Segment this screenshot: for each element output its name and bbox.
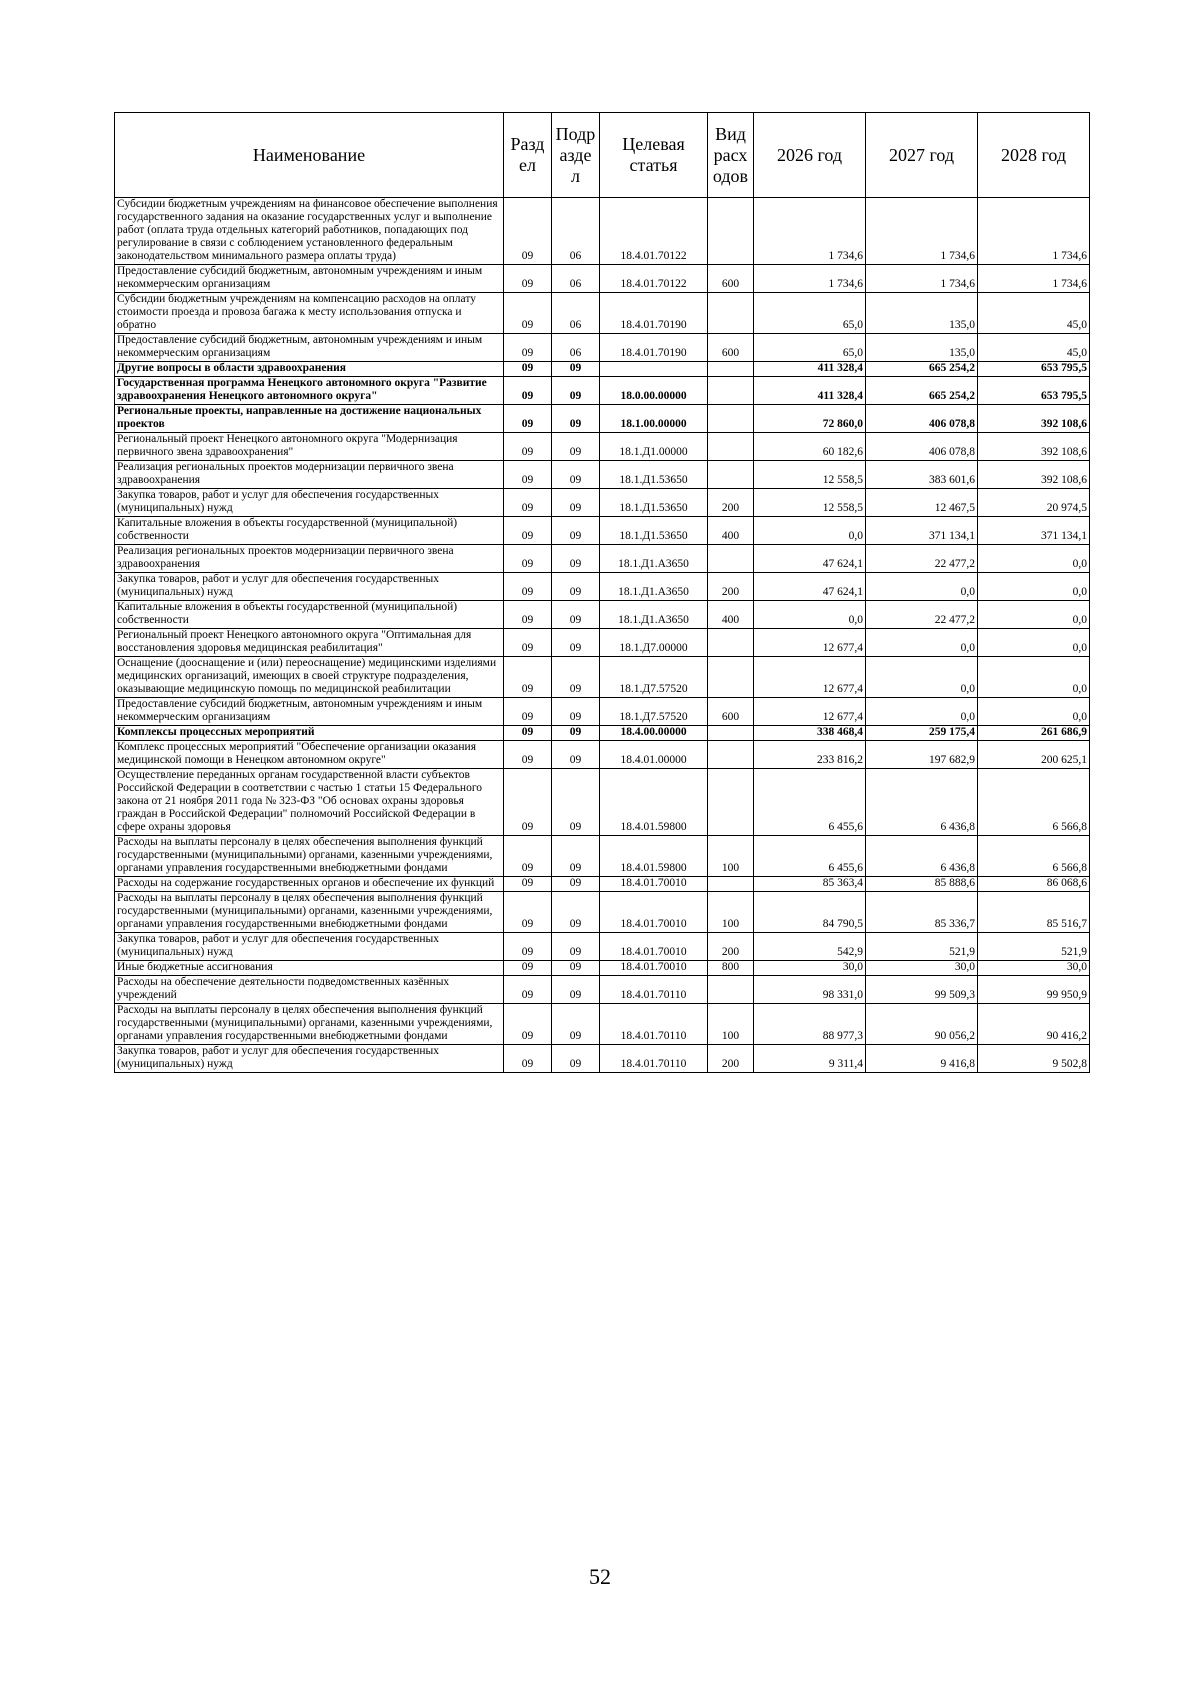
row-expense-type-cell bbox=[708, 545, 754, 573]
row-2027-cell: 85 888,6 bbox=[866, 877, 978, 892]
row-target-article-cell bbox=[600, 362, 708, 377]
row-subsection-cell: 09 bbox=[552, 433, 600, 461]
row-expense-type-cell: 600 bbox=[708, 265, 754, 293]
row-section-cell: 09 bbox=[504, 1004, 552, 1045]
row-expense-type-cell: 100 bbox=[708, 836, 754, 877]
row-section-cell: 09 bbox=[504, 892, 552, 933]
row-name-cell: Государственная программа Ненецкого автономного округа "Развитие здравоохранения Ненецкого автономного округа" bbox=[115, 377, 504, 405]
row-2028-cell: 45,0 bbox=[978, 293, 1090, 334]
row-name-cell: Осуществление переданных органам государственной власти субъектов Российской Федерации в соответствии с частью 1 статьи 15 Федерального закона от 21 ноября 2011 года № 323-ФЗ "Об основах охраны здоровья граждан в Российской Федерации" полномочий Российской Федерации в сфере охраны здоровья bbox=[115, 769, 504, 836]
row-expense-type-cell: 800 bbox=[708, 961, 754, 976]
row-name-cell: Закупка товаров, работ и услуг для обеспечения государственных (муниципальных) нужд bbox=[115, 933, 504, 961]
row-name-cell: Расходы на выплаты персоналу в целях обеспечения выполнения функций государственными (муниципальными) органами, казенными учреждениями, органами управления государственными внебюджетными фондами bbox=[115, 1004, 504, 1045]
row-2028-cell: 653 795,5 bbox=[978, 362, 1090, 377]
row-name-cell: Предоставление субсидий бюджетным, автономным учреждениям и иным некоммерческим организациям bbox=[115, 334, 504, 362]
table-row bbox=[115, 933, 1090, 961]
row-target-article-cell: 18.4.01.59800 bbox=[600, 769, 708, 836]
row-expense-type-cell bbox=[708, 741, 754, 769]
header-year-2028: 2028 год bbox=[978, 113, 1090, 198]
table-row bbox=[115, 198, 1090, 265]
row-2027-cell: 90 056,2 bbox=[866, 1004, 978, 1045]
row-2028-cell: 9 502,8 bbox=[978, 1045, 1090, 1073]
table-header-row bbox=[115, 113, 1090, 198]
row-subsection-cell: 09 bbox=[552, 629, 600, 657]
header-year-2026: 2026 год bbox=[754, 113, 866, 198]
row-subsection-cell: 06 bbox=[552, 334, 600, 362]
row-expense-type-cell: 100 bbox=[708, 892, 754, 933]
row-section-cell: 09 bbox=[504, 405, 552, 433]
row-subsection-cell: 09 bbox=[552, 698, 600, 726]
row-2027-cell: 406 078,8 bbox=[866, 405, 978, 433]
row-2028-cell: 45,0 bbox=[978, 334, 1090, 362]
row-expense-type-cell: 200 bbox=[708, 573, 754, 601]
row-2028-cell: 392 108,6 bbox=[978, 433, 1090, 461]
row-subsection-cell: 06 bbox=[552, 293, 600, 334]
row-name-cell: Комплекс процессных мероприятий "Обеспечение организации оказания медицинской помощи в Ненецком автономном округе" bbox=[115, 741, 504, 769]
row-section-cell: 09 bbox=[504, 334, 552, 362]
table-row bbox=[115, 892, 1090, 933]
row-subsection-cell: 06 bbox=[552, 265, 600, 293]
row-target-article-cell: 18.1.00.00000 bbox=[600, 405, 708, 433]
row-expense-type-cell bbox=[708, 461, 754, 489]
row-name-cell: Оснащение (дооснащение и (или) переоснащение) медицинскими изделиями медицинских организаций, имеющих в своей структуре подразделения, оказывающие медицинскую помощь по медицинской реабилитации bbox=[115, 657, 504, 698]
row-subsection-cell: 09 bbox=[552, 377, 600, 405]
row-target-article-cell: 18.4.01.00000 bbox=[600, 741, 708, 769]
header-subsection: Подр азде л bbox=[552, 113, 600, 198]
row-subsection-cell: 09 bbox=[552, 489, 600, 517]
budget-table bbox=[114, 112, 1090, 1073]
row-name-cell: Реализация региональных проектов модернизации первичного звена здравоохранения bbox=[115, 461, 504, 489]
row-2026-cell: 9 311,4 bbox=[754, 1045, 866, 1073]
table-row bbox=[115, 1045, 1090, 1073]
row-expense-type-cell bbox=[708, 362, 754, 377]
row-2027-cell: 665 254,2 bbox=[866, 377, 978, 405]
table-row bbox=[115, 836, 1090, 877]
row-name-cell: Закупка товаров, работ и услуг для обеспечения государственных (муниципальных) нужд bbox=[115, 573, 504, 601]
table-row bbox=[115, 657, 1090, 698]
table-row bbox=[115, 601, 1090, 629]
row-2028-cell: 85 516,7 bbox=[978, 892, 1090, 933]
row-target-article-cell: 18.1.Д1.А3650 bbox=[600, 573, 708, 601]
header-section: Разд ел bbox=[504, 113, 552, 198]
table-body bbox=[115, 198, 1090, 1073]
row-section-cell: 09 bbox=[504, 933, 552, 961]
row-2027-cell: 6 436,8 bbox=[866, 769, 978, 836]
row-2026-cell: 411 328,4 bbox=[754, 377, 866, 405]
row-target-article-cell: 18.0.00.00000 bbox=[600, 377, 708, 405]
row-section-cell: 09 bbox=[504, 601, 552, 629]
row-2027-cell: 1 734,6 bbox=[866, 265, 978, 293]
row-2028-cell: 20 974,5 bbox=[978, 489, 1090, 517]
row-section-cell: 09 bbox=[504, 377, 552, 405]
row-section-cell: 09 bbox=[504, 545, 552, 573]
row-name-cell: Капитальные вложения в объекты государственной (муниципальной) собственности bbox=[115, 601, 504, 629]
table-row bbox=[115, 362, 1090, 377]
row-name-cell: Капитальные вложения в объекты государственной (муниципальной) собственности bbox=[115, 517, 504, 545]
row-subsection-cell: 09 bbox=[552, 405, 600, 433]
row-target-article-cell: 18.1.Д1.А3650 bbox=[600, 601, 708, 629]
row-2028-cell: 0,0 bbox=[978, 601, 1090, 629]
row-expense-type-cell bbox=[708, 433, 754, 461]
row-expense-type-cell bbox=[708, 377, 754, 405]
row-section-cell: 09 bbox=[504, 741, 552, 769]
row-target-article-cell: 18.1.Д7.57520 bbox=[600, 657, 708, 698]
row-2028-cell: 392 108,6 bbox=[978, 461, 1090, 489]
row-2028-cell: 0,0 bbox=[978, 698, 1090, 726]
row-2027-cell: 1 734,6 bbox=[866, 198, 978, 265]
row-target-article-cell: 18.4.01.70122 bbox=[600, 265, 708, 293]
row-expense-type-cell: 400 bbox=[708, 601, 754, 629]
row-name-cell: Региональный проект Ненецкого автономного округа "Оптимальная для восстановления здоровья медицинская реабилитация" bbox=[115, 629, 504, 657]
row-target-article-cell: 18.4.00.00000 bbox=[600, 726, 708, 741]
row-expense-type-cell bbox=[708, 198, 754, 265]
row-2028-cell: 521,9 bbox=[978, 933, 1090, 961]
row-2026-cell: 233 816,2 bbox=[754, 741, 866, 769]
row-2027-cell: 0,0 bbox=[866, 629, 978, 657]
row-2028-cell: 0,0 bbox=[978, 545, 1090, 573]
row-target-article-cell: 18.1.Д1.00000 bbox=[600, 433, 708, 461]
table-row bbox=[115, 769, 1090, 836]
row-subsection-cell: 09 bbox=[552, 601, 600, 629]
row-target-article-cell: 18.1.Д1.53650 bbox=[600, 461, 708, 489]
row-2026-cell: 12 677,4 bbox=[754, 698, 866, 726]
row-2027-cell: 0,0 bbox=[866, 573, 978, 601]
row-section-cell: 09 bbox=[504, 461, 552, 489]
row-subsection-cell: 09 bbox=[552, 545, 600, 573]
row-section-cell: 09 bbox=[504, 726, 552, 741]
row-section-cell: 09 bbox=[504, 629, 552, 657]
row-2026-cell: 6 455,6 bbox=[754, 769, 866, 836]
row-target-article-cell: 18.1.Д1.53650 bbox=[600, 517, 708, 545]
row-target-article-cell: 18.4.01.70010 bbox=[600, 877, 708, 892]
table-row bbox=[115, 573, 1090, 601]
row-expense-type-cell bbox=[708, 726, 754, 741]
row-name-cell: Иные бюджетные ассигнования bbox=[115, 961, 504, 976]
row-2028-cell: 86 068,6 bbox=[978, 877, 1090, 892]
row-name-cell: Расходы на выплаты персоналу в целях обеспечения выполнения функций государственными (муниципальными) органами, казенными учреждениями, органами управления государственными внебюджетными фондами bbox=[115, 892, 504, 933]
row-2027-cell: 6 436,8 bbox=[866, 836, 978, 877]
row-2028-cell: 0,0 bbox=[978, 657, 1090, 698]
row-2027-cell: 30,0 bbox=[866, 961, 978, 976]
row-name-cell: Предоставление субсидий бюджетным, автономным учреждениям и иным некоммерческим организациям bbox=[115, 265, 504, 293]
row-subsection-cell: 09 bbox=[552, 1045, 600, 1073]
row-subsection-cell: 09 bbox=[552, 657, 600, 698]
row-name-cell: Расходы на обеспечение деятельности подведомственных казённых учреждений bbox=[115, 976, 504, 1004]
row-2028-cell: 99 950,9 bbox=[978, 976, 1090, 1004]
row-subsection-cell: 09 bbox=[552, 726, 600, 741]
row-section-cell: 09 bbox=[504, 769, 552, 836]
table-row bbox=[115, 265, 1090, 293]
row-section-cell: 09 bbox=[504, 198, 552, 265]
row-2027-cell: 371 134,1 bbox=[866, 517, 978, 545]
table-row bbox=[115, 698, 1090, 726]
row-target-article-cell: 18.4.01.70190 bbox=[600, 334, 708, 362]
row-section-cell: 09 bbox=[504, 517, 552, 545]
row-2026-cell: 47 624,1 bbox=[754, 545, 866, 573]
row-section-cell: 09 bbox=[504, 265, 552, 293]
row-expense-type-cell bbox=[708, 877, 754, 892]
row-2028-cell: 0,0 bbox=[978, 629, 1090, 657]
row-name-cell: Комплексы процессных мероприятий bbox=[115, 726, 504, 741]
row-2027-cell: 85 336,7 bbox=[866, 892, 978, 933]
row-2027-cell: 135,0 bbox=[866, 334, 978, 362]
row-2027-cell: 406 078,8 bbox=[866, 433, 978, 461]
page-number: 52 bbox=[589, 1564, 611, 1589]
table-row bbox=[115, 961, 1090, 976]
row-subsection-cell: 09 bbox=[552, 836, 600, 877]
row-section-cell: 09 bbox=[504, 362, 552, 377]
row-name-cell: Субсидии бюджетным учреждениям на компенсацию расходов на оплату стоимости проезда и провоза багажа к месту использования отпуска и обратно bbox=[115, 293, 504, 334]
row-section-cell: 09 bbox=[504, 1045, 552, 1073]
row-2027-cell: 197 682,9 bbox=[866, 741, 978, 769]
row-2026-cell: 60 182,6 bbox=[754, 433, 866, 461]
row-2026-cell: 411 328,4 bbox=[754, 362, 866, 377]
row-subsection-cell: 09 bbox=[552, 517, 600, 545]
row-2028-cell: 0,0 bbox=[978, 573, 1090, 601]
row-section-cell: 09 bbox=[504, 657, 552, 698]
row-expense-type-cell: 200 bbox=[708, 489, 754, 517]
row-section-cell: 09 bbox=[504, 489, 552, 517]
row-2028-cell: 371 134,1 bbox=[978, 517, 1090, 545]
row-2026-cell: 12 677,4 bbox=[754, 629, 866, 657]
row-subsection-cell: 09 bbox=[552, 877, 600, 892]
row-2027-cell: 521,9 bbox=[866, 933, 978, 961]
row-name-cell: Закупка товаров, работ и услуг для обеспечения государственных (муниципальных) нужд bbox=[115, 1045, 504, 1073]
table-row bbox=[115, 433, 1090, 461]
row-2027-cell: 0,0 bbox=[866, 698, 978, 726]
row-subsection-cell: 09 bbox=[552, 933, 600, 961]
row-2026-cell: 84 790,5 bbox=[754, 892, 866, 933]
row-2026-cell: 1 734,6 bbox=[754, 265, 866, 293]
row-section-cell: 09 bbox=[504, 877, 552, 892]
row-2026-cell: 65,0 bbox=[754, 334, 866, 362]
header-expense-type: Вид расх одов bbox=[708, 113, 754, 198]
row-subsection-cell: 09 bbox=[552, 741, 600, 769]
table-row bbox=[115, 461, 1090, 489]
row-subsection-cell: 09 bbox=[552, 573, 600, 601]
row-2027-cell: 22 477,2 bbox=[866, 545, 978, 573]
row-2028-cell: 1 734,6 bbox=[978, 265, 1090, 293]
row-expense-type-cell: 100 bbox=[708, 1004, 754, 1045]
row-2027-cell: 22 477,2 bbox=[866, 601, 978, 629]
table-row bbox=[115, 377, 1090, 405]
row-target-article-cell: 18.1.Д7.00000 bbox=[600, 629, 708, 657]
row-2028-cell: 200 625,1 bbox=[978, 741, 1090, 769]
row-2028-cell: 30,0 bbox=[978, 961, 1090, 976]
table-row bbox=[115, 1004, 1090, 1045]
row-name-cell: Предоставление субсидий бюджетным, автономным учреждениям и иным некоммерческим организациям bbox=[115, 698, 504, 726]
row-2028-cell: 90 416,2 bbox=[978, 1004, 1090, 1045]
row-section-cell: 09 bbox=[504, 976, 552, 1004]
row-expense-type-cell bbox=[708, 629, 754, 657]
table-row bbox=[115, 517, 1090, 545]
row-2026-cell: 47 624,1 bbox=[754, 573, 866, 601]
row-name-cell: Другие вопросы в области здравоохранения bbox=[115, 362, 504, 377]
row-2027-cell: 665 254,2 bbox=[866, 362, 978, 377]
row-expense-type-cell: 600 bbox=[708, 334, 754, 362]
row-subsection-cell: 09 bbox=[552, 976, 600, 1004]
row-name-cell: Региональные проекты, направленные на достижение национальных проектов bbox=[115, 405, 504, 433]
row-name-cell: Субсидии бюджетным учреждениям на финансовое обеспечение выполнения государственного задания на оказание государственных услуг и выполнение работ (оплата труда отдельных категорий работников, попадающих под регулирование в связи с соблюдением установленного федеральным законодательством минимального размера оплаты труда) bbox=[115, 198, 504, 265]
row-section-cell: 09 bbox=[504, 961, 552, 976]
row-target-article-cell: 18.4.01.70010 bbox=[600, 892, 708, 933]
row-target-article-cell: 18.1.Д1.А3650 bbox=[600, 545, 708, 573]
row-section-cell: 09 bbox=[504, 698, 552, 726]
table-row bbox=[115, 293, 1090, 334]
table-row bbox=[115, 741, 1090, 769]
row-2026-cell: 0,0 bbox=[754, 601, 866, 629]
row-target-article-cell: 18.4.01.70010 bbox=[600, 961, 708, 976]
row-section-cell: 09 bbox=[504, 293, 552, 334]
table-row bbox=[115, 545, 1090, 573]
row-target-article-cell: 18.4.01.70122 bbox=[600, 198, 708, 265]
header-target-article: Целевая статья bbox=[600, 113, 708, 198]
row-2027-cell: 9 416,8 bbox=[866, 1045, 978, 1073]
row-2026-cell: 12 558,5 bbox=[754, 461, 866, 489]
row-expense-type-cell bbox=[708, 293, 754, 334]
row-2026-cell: 0,0 bbox=[754, 517, 866, 545]
table-row bbox=[115, 726, 1090, 741]
row-2028-cell: 6 566,8 bbox=[978, 769, 1090, 836]
row-subsection-cell: 09 bbox=[552, 961, 600, 976]
row-target-article-cell: 18.4.01.59800 bbox=[600, 836, 708, 877]
row-name-cell: Расходы на содержание государственных органов и обеспечение их функций bbox=[115, 877, 504, 892]
row-section-cell: 09 bbox=[504, 573, 552, 601]
row-2028-cell: 261 686,9 bbox=[978, 726, 1090, 741]
row-subsection-cell: 09 bbox=[552, 892, 600, 933]
row-expense-type-cell: 400 bbox=[708, 517, 754, 545]
row-2028-cell: 1 734,6 bbox=[978, 198, 1090, 265]
row-target-article-cell: 18.4.01.70110 bbox=[600, 1045, 708, 1073]
row-subsection-cell: 09 bbox=[552, 1004, 600, 1045]
row-2028-cell: 6 566,8 bbox=[978, 836, 1090, 877]
row-2026-cell: 12 558,5 bbox=[754, 489, 866, 517]
row-2026-cell: 85 363,4 bbox=[754, 877, 866, 892]
row-target-article-cell: 18.1.Д7.57520 bbox=[600, 698, 708, 726]
row-2027-cell: 12 467,5 bbox=[866, 489, 978, 517]
row-name-cell: Реализация региональных проектов модернизации первичного звена здравоохранения bbox=[115, 545, 504, 573]
table-row bbox=[115, 334, 1090, 362]
row-2026-cell: 542,9 bbox=[754, 933, 866, 961]
row-subsection-cell: 09 bbox=[552, 461, 600, 489]
row-target-article-cell: 18.4.01.70010 bbox=[600, 933, 708, 961]
row-expense-type-cell bbox=[708, 976, 754, 1004]
table-row bbox=[115, 489, 1090, 517]
row-2026-cell: 98 331,0 bbox=[754, 976, 866, 1004]
row-2026-cell: 72 860,0 bbox=[754, 405, 866, 433]
row-target-article-cell: 18.4.01.70110 bbox=[600, 1004, 708, 1045]
row-2027-cell: 99 509,3 bbox=[866, 976, 978, 1004]
table-row bbox=[115, 976, 1090, 1004]
row-section-cell: 09 bbox=[504, 836, 552, 877]
row-expense-type-cell bbox=[708, 769, 754, 836]
row-2026-cell: 65,0 bbox=[754, 293, 866, 334]
row-2028-cell: 392 108,6 bbox=[978, 405, 1090, 433]
row-2026-cell: 338 468,4 bbox=[754, 726, 866, 741]
row-expense-type-cell: 200 bbox=[708, 1045, 754, 1073]
row-2026-cell: 12 677,4 bbox=[754, 657, 866, 698]
row-name-cell: Региональный проект Ненецкого автономного округа "Модернизация первичного звена здравоохранения" bbox=[115, 433, 504, 461]
row-2027-cell: 259 175,4 bbox=[866, 726, 978, 741]
row-name-cell: Расходы на выплаты персоналу в целях обеспечения выполнения функций государственными (муниципальными) органами, казенными учреждениями, органами управления государственными внебюджетными фондами bbox=[115, 836, 504, 877]
row-2026-cell: 88 977,3 bbox=[754, 1004, 866, 1045]
row-name-cell: Закупка товаров, работ и услуг для обеспечения государственных (муниципальных) нужд bbox=[115, 489, 504, 517]
row-subsection-cell: 06 bbox=[552, 198, 600, 265]
row-2026-cell: 6 455,6 bbox=[754, 836, 866, 877]
table-row bbox=[115, 629, 1090, 657]
row-target-article-cell: 18.4.01.70190 bbox=[600, 293, 708, 334]
table-row bbox=[115, 405, 1090, 433]
row-expense-type-cell: 200 bbox=[708, 933, 754, 961]
row-expense-type-cell bbox=[708, 657, 754, 698]
row-subsection-cell: 09 bbox=[552, 362, 600, 377]
header-year-2027: 2027 год bbox=[866, 113, 978, 198]
row-2027-cell: 135,0 bbox=[866, 293, 978, 334]
row-target-article-cell: 18.4.01.70110 bbox=[600, 976, 708, 1004]
row-section-cell: 09 bbox=[504, 433, 552, 461]
row-2026-cell: 30,0 bbox=[754, 961, 866, 976]
table-row bbox=[115, 877, 1090, 892]
row-expense-type-cell: 600 bbox=[708, 698, 754, 726]
row-expense-type-cell bbox=[708, 405, 754, 433]
row-2026-cell: 1 734,6 bbox=[754, 198, 866, 265]
row-2027-cell: 0,0 bbox=[866, 657, 978, 698]
row-subsection-cell: 09 bbox=[552, 769, 600, 836]
header-name: Наименование bbox=[115, 113, 504, 198]
row-2028-cell: 653 795,5 bbox=[978, 377, 1090, 405]
row-target-article-cell: 18.1.Д1.53650 bbox=[600, 489, 708, 517]
row-2027-cell: 383 601,6 bbox=[866, 461, 978, 489]
